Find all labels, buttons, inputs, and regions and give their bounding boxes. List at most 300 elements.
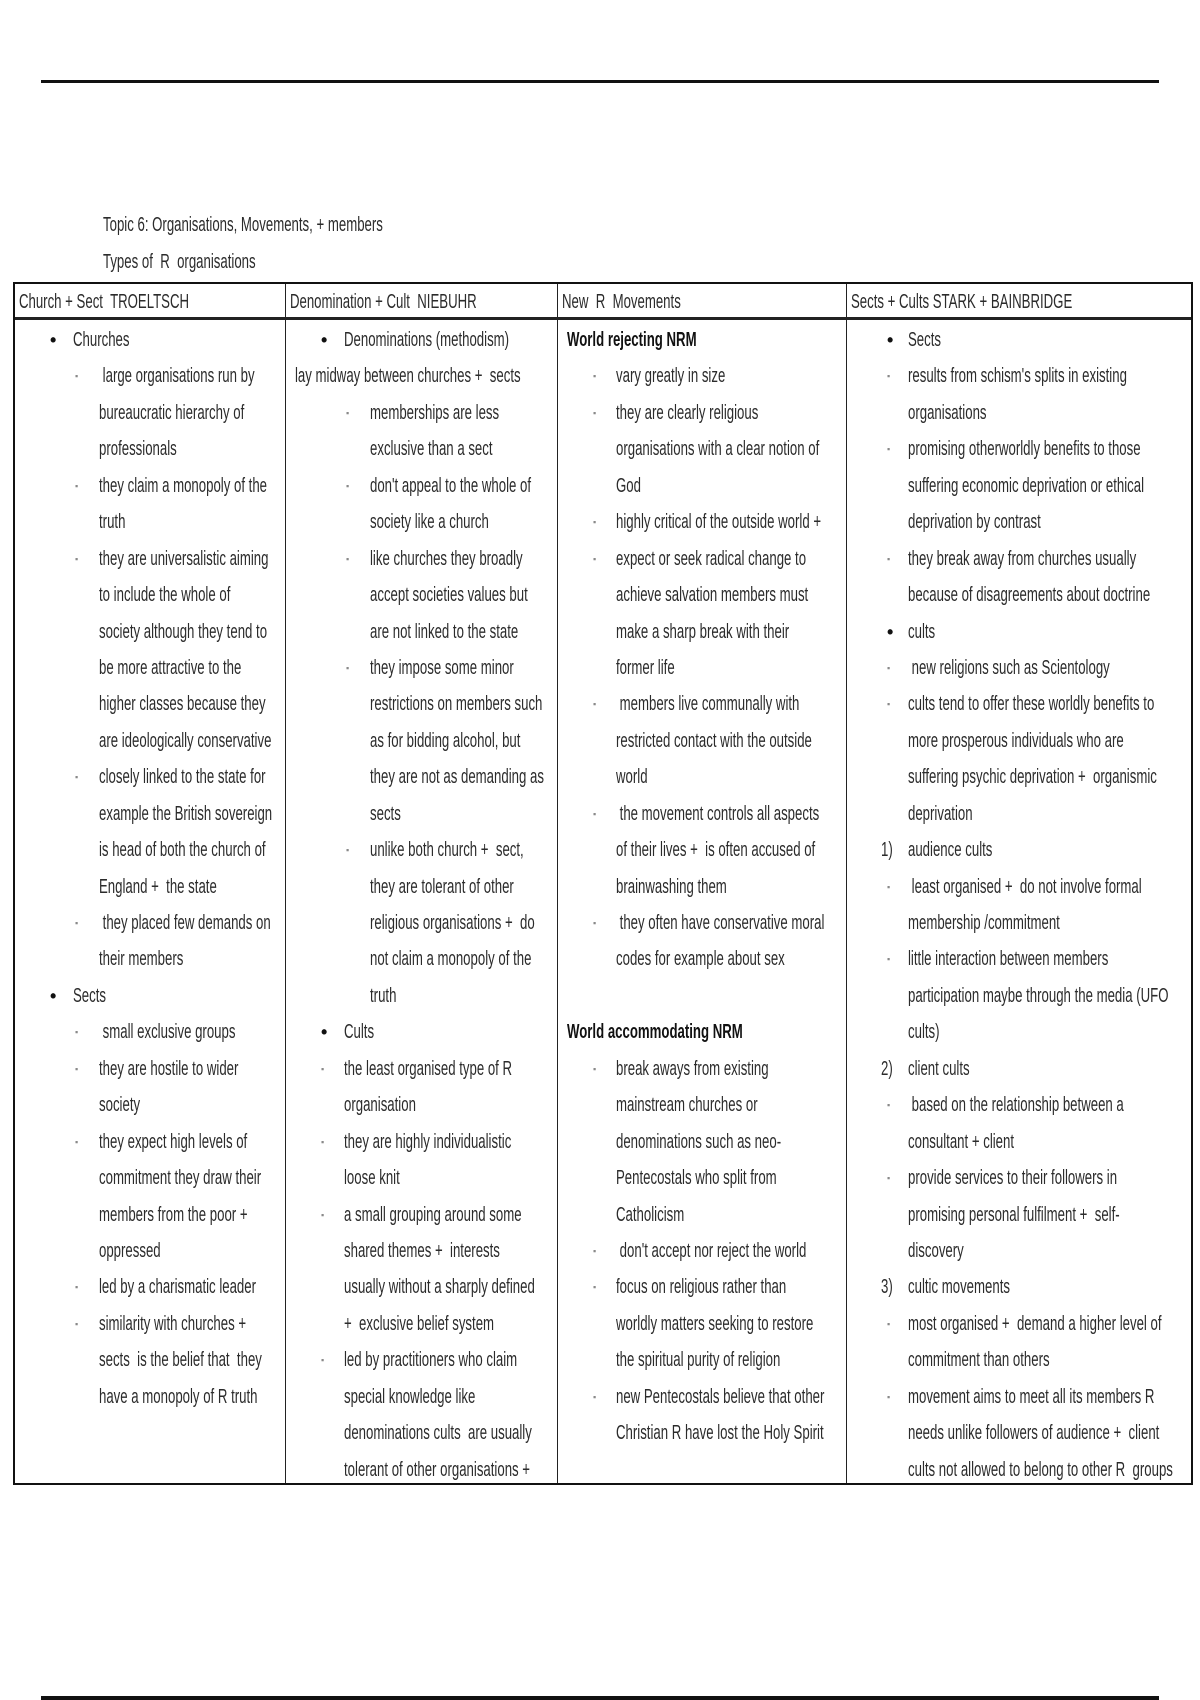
list-item-line	[15, 941, 285, 977]
list-item-line	[558, 1415, 847, 1451]
list-item-line	[286, 723, 558, 759]
list-item-line	[558, 431, 847, 467]
list-item-line	[15, 614, 285, 650]
list-item-line	[15, 1197, 285, 1233]
list-item-line	[286, 1160, 558, 1196]
list-item-line	[558, 869, 847, 905]
line-text: special knowledge like	[344, 1385, 476, 1408]
line-text-wrap	[908, 650, 1200, 688]
line-text: members from the poor +	[99, 1203, 248, 1226]
sub-bullet-icon: ▪	[887, 699, 891, 710]
line-text-wrap	[908, 686, 1200, 724]
line-text-wrap	[567, 1014, 833, 1052]
line-text-wrap	[908, 468, 1200, 506]
list-item-line	[286, 1233, 558, 1269]
line-text: society although they tend to	[99, 620, 268, 643]
list-item-line	[15, 1014, 285, 1050]
line-text: new Pentecostals believe that other	[616, 1385, 825, 1408]
line-text-wrap	[908, 322, 958, 360]
line-text-wrap	[344, 1233, 580, 1271]
list-item-line	[286, 1014, 558, 1050]
line-text: a small grouping around some	[344, 1203, 522, 1226]
line-text: results from schism's splits in existing	[908, 365, 1127, 388]
line-text: they are hostile to wider	[99, 1057, 239, 1080]
list-item-line	[558, 832, 847, 868]
line-text: organisations	[908, 401, 987, 424]
line-text-wrap	[908, 395, 1027, 433]
list-item-line	[558, 1269, 847, 1305]
line-text-wrap	[344, 1160, 429, 1198]
sub-bullet-icon: ▪	[75, 1063, 79, 1074]
line-text-wrap	[908, 723, 1200, 761]
section-heading	[558, 1014, 847, 1050]
line-text-wrap	[908, 577, 1200, 615]
line-text: loose knit	[344, 1167, 400, 1190]
line-text-wrap	[908, 1415, 1200, 1453]
line-text-wrap	[73, 978, 123, 1016]
list-number	[881, 1051, 899, 1089]
list-item-line	[15, 504, 285, 540]
list-item-line	[558, 759, 847, 795]
list-item-line	[286, 1306, 558, 1342]
line-text: denominations cults are usually	[344, 1422, 532, 1445]
list-item-line	[15, 395, 285, 431]
list-item-line	[558, 1051, 847, 1087]
sub-bullet-icon: ▪	[593, 1282, 597, 1293]
line-text: don't accept nor reject the world	[616, 1239, 807, 1262]
list-item-line	[558, 1087, 847, 1123]
line-text: + exclusive belief system	[344, 1312, 495, 1335]
list-item-line	[15, 1269, 285, 1305]
list-item-line	[15, 431, 285, 467]
line-text-wrap	[616, 1342, 865, 1380]
list-item-line	[847, 941, 1191, 977]
list-item-line	[847, 1124, 1191, 1160]
line-text: brainwashing them	[616, 875, 727, 898]
line-text-wrap	[99, 1014, 306, 1052]
line-text: provide services to their followers in	[908, 1167, 1118, 1190]
column-header-new-r-movements	[558, 284, 847, 320]
line-text: they are tolerant of other	[370, 875, 514, 898]
list-item-line	[15, 541, 285, 577]
list-item-line	[847, 1014, 1191, 1050]
line-text-wrap	[908, 1160, 1200, 1198]
line-text: World accommodating NRM	[567, 1021, 743, 1044]
sub-bullet-icon: ▪	[593, 517, 597, 528]
line-text: deprivation by contrast	[908, 511, 1041, 534]
line-text-wrap	[344, 1014, 390, 1052]
sub-bullet-icon: ▪	[887, 1391, 891, 1402]
line-text: England + the state	[99, 875, 217, 898]
column-header-denomination-cult	[286, 284, 558, 320]
line-text: cults tend to offer these worldly benefits to	[908, 693, 1155, 716]
list-item-line	[15, 1160, 285, 1196]
line-text: world	[616, 766, 648, 789]
sub-bullet-icon: ▪	[75, 480, 79, 491]
line-text-wrap	[344, 1087, 453, 1125]
list-number-text: 3)	[881, 1276, 893, 1299]
list-item-line	[286, 869, 558, 905]
sub-bullet-icon: ▪	[321, 1209, 325, 1220]
list-item-line	[15, 723, 285, 759]
line-text: tolerant of other organisations +	[344, 1458, 531, 1481]
list-item-line	[15, 1124, 285, 1160]
line-text: Cults	[344, 1021, 375, 1044]
line-text-wrap	[908, 1124, 1069, 1162]
line-text: cults)	[908, 1021, 940, 1044]
line-text: participation maybe through the media (UFO	[908, 984, 1169, 1007]
sub-bullet-icon: ▪	[321, 1063, 325, 1074]
line-text: commitment than others	[908, 1349, 1050, 1372]
line-text-wrap	[99, 869, 277, 907]
list-item-line	[286, 1342, 558, 1378]
sub-bullet-icon: ▪	[346, 845, 350, 856]
line-text: World rejecting NRM	[567, 329, 697, 351]
list-item-line	[15, 686, 285, 722]
list-item-line	[286, 1269, 558, 1305]
line-text: least organised + do not involve formal	[908, 875, 1142, 898]
line-text-wrap	[908, 1342, 1123, 1380]
list-number-text: 1)	[881, 839, 893, 862]
list-item-line	[558, 504, 847, 540]
line-text: client cults	[908, 1057, 970, 1080]
list-item-line	[15, 1233, 285, 1269]
list-item-line	[558, 468, 847, 504]
line-text-wrap	[616, 1051, 847, 1089]
line-text-wrap	[99, 1051, 310, 1089]
line-text: is head of both the church of	[99, 839, 266, 862]
list-item-line	[15, 358, 285, 394]
blank-line	[558, 978, 847, 1014]
sub-bullet-icon: ▪	[321, 1355, 325, 1366]
line-text: society	[99, 1094, 141, 1117]
sub-bullet-icon: ▪	[75, 1318, 79, 1329]
top-divider-line	[41, 80, 1159, 83]
column-church-sect	[15, 320, 285, 1483]
line-text: lay midway between churches + sects	[295, 365, 521, 388]
list-item-line	[847, 978, 1191, 1014]
list-item-line	[558, 395, 847, 431]
list-item-line	[286, 1415, 558, 1451]
list-item-line	[847, 1197, 1191, 1233]
bullet-icon: •	[321, 1022, 328, 1043]
line-text: led by practitioners who claim	[344, 1349, 518, 1372]
line-text: large organisations run by	[99, 365, 255, 388]
line-text: society like a church	[370, 511, 489, 534]
line-text-wrap	[567, 322, 763, 360]
line-text-wrap	[908, 978, 1200, 1016]
column-denomination-cult	[286, 320, 558, 1483]
line-text: God	[616, 474, 641, 497]
sub-bullet-icon: ▪	[75, 1136, 79, 1147]
list-item-line	[15, 468, 285, 504]
line-text: like churches they broadly	[370, 547, 523, 570]
line-text-wrap	[344, 1379, 543, 1417]
list-item-line	[558, 358, 847, 394]
list-number	[881, 1269, 899, 1307]
line-text: codes for example about sex	[616, 948, 785, 971]
list-item-line	[15, 978, 285, 1014]
list-item-line	[847, 869, 1191, 905]
list-item-line	[558, 577, 847, 613]
line-text-wrap	[908, 1452, 1200, 1490]
line-text-wrap	[344, 322, 594, 360]
line-text: audience cults	[908, 839, 993, 862]
sub-bullet-icon: ▪	[75, 371, 79, 382]
list-item-line	[558, 1379, 847, 1415]
line-text-wrap	[616, 941, 872, 979]
line-text: professionals	[99, 438, 177, 461]
line-text: small exclusive groups	[99, 1021, 236, 1044]
line-text-wrap	[99, 650, 315, 688]
line-text: sects is the belief that they	[99, 1349, 262, 1372]
list-item-line	[286, 431, 558, 467]
line-text-wrap	[908, 431, 1200, 469]
list-item-line	[286, 1051, 558, 1087]
line-text: cults	[908, 620, 936, 643]
list-item-line	[15, 322, 285, 358]
line-text: suffering psychic deprivation + organismic	[908, 766, 1157, 789]
column-sects-cults	[847, 320, 1191, 1483]
line-text-wrap	[616, 1087, 831, 1125]
line-text: organisation	[344, 1094, 416, 1117]
sub-bullet-icon: ▪	[75, 1027, 79, 1038]
sub-bullet-icon: ▪	[887, 1100, 891, 1111]
list-item-line	[847, 358, 1191, 394]
line-text: cultic movements	[908, 1276, 1010, 1299]
line-text: oppressed	[99, 1239, 161, 1262]
line-text: exclusive than a sect	[370, 438, 493, 461]
column-new-r-movements	[558, 320, 847, 1483]
column-header-text: New R Movements	[561, 291, 681, 313]
list-item-line	[15, 1306, 285, 1342]
topic-title-text: Topic 6: Organisations, Movements, + members	[103, 214, 383, 236]
list-item-line	[286, 759, 558, 795]
line-text: highly critical of the outside world +	[616, 511, 822, 534]
list-item-line	[286, 905, 558, 941]
line-text: Catholicism	[616, 1203, 685, 1226]
list-number	[881, 832, 899, 870]
line-text: discovery	[908, 1239, 964, 1262]
sub-bullet-icon: ▪	[887, 954, 891, 965]
line-text-wrap	[99, 504, 139, 542]
line-text: Christian R have lost the Holy Spirit	[616, 1422, 824, 1445]
line-text-wrap	[370, 796, 417, 834]
list-item-line	[847, 759, 1191, 795]
line-text: are ideologically conservative	[99, 729, 272, 752]
list-item-line	[847, 468, 1191, 504]
line-text-wrap	[99, 941, 227, 979]
sub-bullet-icon: ▪	[75, 772, 79, 783]
list-item-line	[847, 723, 1191, 759]
line-text: religious organisations + do	[370, 912, 535, 934]
sub-bullet-icon: ▪	[887, 444, 891, 455]
list-item-line	[847, 322, 1191, 358]
line-text: suffering economic deprivation or ethical	[908, 474, 1145, 497]
list-item-line	[847, 905, 1191, 941]
list-item-line	[15, 1379, 285, 1415]
line-text: based on the relationship between a	[908, 1094, 1124, 1117]
line-text: consultant + client	[908, 1130, 1015, 1153]
line-text: higher classes because they	[99, 693, 266, 716]
line-text-wrap	[616, 358, 782, 396]
line-text-wrap	[908, 1014, 956, 1052]
list-item-line	[847, 796, 1191, 832]
list-item-line	[847, 1342, 1191, 1378]
list-item-line	[847, 504, 1191, 540]
line-text-wrap	[73, 322, 159, 360]
line-text: they expect high levels of	[99, 1130, 248, 1153]
list-item-line	[847, 1051, 1191, 1087]
list-item-line	[286, 322, 558, 358]
line-text-wrap	[99, 431, 217, 469]
line-text: similarity with churches +	[99, 1312, 247, 1335]
sub-bullet-icon: ▪	[887, 662, 891, 673]
sub-bullet-icon: ▪	[593, 407, 597, 418]
list-item-line	[15, 1051, 285, 1087]
line-text-wrap	[908, 358, 1200, 396]
line-text: commitment they draw their	[99, 1167, 262, 1190]
list-item-line	[847, 686, 1191, 722]
list-item-line	[847, 1160, 1191, 1196]
line-text-wrap	[370, 431, 556, 469]
line-text: former life	[616, 656, 675, 679]
list-item-line	[558, 941, 847, 977]
list-item-line	[558, 723, 847, 759]
line-text: Sects	[908, 329, 942, 351]
list-item-line	[286, 504, 558, 540]
line-text-wrap	[908, 796, 1006, 834]
sub-bullet-icon: ▪	[75, 918, 79, 928]
bullet-icon: •	[50, 330, 57, 350]
section-subtitle	[103, 244, 334, 280]
column-header-sects-cults	[847, 284, 1191, 320]
line-text-wrap	[370, 978, 410, 1016]
sub-bullet-icon: ▪	[593, 1391, 597, 1402]
list-item-line	[286, 1087, 558, 1123]
list-item-line	[558, 686, 847, 722]
list-item-line	[558, 614, 847, 650]
list-item-line	[847, 1379, 1191, 1415]
sub-bullet-icon: ▪	[887, 371, 891, 382]
line-text: as for bidding alcohol, but	[370, 729, 521, 752]
line-text: they impose some minor	[370, 656, 514, 679]
line-text: needs unlike followers of audience + client	[908, 1422, 1160, 1445]
list-item-line	[558, 796, 847, 832]
line-text-wrap	[908, 759, 1200, 797]
line-text: break aways from existing	[616, 1057, 769, 1080]
list-item-line	[286, 358, 558, 394]
line-text-wrap	[99, 1087, 161, 1125]
line-text: they are universalistic aiming	[99, 547, 269, 570]
line-text: they often have conservative moral	[616, 912, 825, 934]
line-text: not claim a monopoly of the	[370, 948, 532, 971]
line-text: Denominations (methodism)	[344, 329, 510, 351]
line-text-wrap	[616, 869, 784, 907]
line-text-wrap	[99, 1233, 192, 1271]
line-text-wrap	[616, 1269, 874, 1307]
line-text-wrap	[908, 1051, 1001, 1089]
list-item-line	[286, 650, 558, 686]
sub-bullet-icon: ▪	[593, 1245, 597, 1256]
line-text: the least organised type of R	[344, 1057, 513, 1080]
line-text: closely linked to the state for	[99, 766, 266, 789]
line-text: don't appeal to the whole of	[370, 474, 532, 497]
line-text-wrap	[908, 1087, 1200, 1125]
line-text: deprivation	[908, 802, 973, 825]
line-text-wrap	[370, 869, 588, 907]
list-item-line	[286, 1379, 558, 1415]
line-text-wrap	[99, 577, 298, 615]
line-text: because of disagreements about doctrine	[908, 584, 1151, 607]
sub-bullet-icon: ▪	[75, 1282, 79, 1293]
list-item-line	[558, 1233, 847, 1269]
list-item-line	[286, 395, 558, 431]
line-text-wrap	[908, 869, 1200, 907]
line-text: truth	[99, 511, 126, 534]
list-item-line	[847, 1415, 1191, 1451]
line-text: worldly matters seeking to restore	[616, 1312, 814, 1335]
line-text: they are not as demanding as	[370, 766, 544, 789]
list-item-line	[15, 796, 285, 832]
list-item-line	[558, 1124, 847, 1160]
list-item-line	[847, 614, 1191, 650]
list-item-line	[558, 650, 847, 686]
line-text: cults not allowed to belong to other R groups	[908, 1458, 1173, 1481]
sub-bullet-icon: ▪	[593, 699, 597, 710]
list-item-line	[286, 614, 558, 650]
list-item-line	[847, 577, 1191, 613]
line-text: restrictions on members such	[370, 693, 543, 716]
sub-bullet-icon: ▪	[346, 480, 350, 491]
line-text-wrap	[344, 1306, 571, 1344]
list-item-line	[15, 1342, 285, 1378]
list-item-line	[847, 1233, 1191, 1269]
topic-title	[103, 207, 527, 243]
list-item-line	[558, 905, 847, 941]
line-text: the spiritual purity of religion	[616, 1349, 781, 1372]
line-text: Churches	[73, 329, 130, 351]
column-header-text: Church + Sect TROELTSCH	[18, 291, 190, 313]
line-text-wrap	[908, 504, 1109, 542]
line-text: led by a charismatic leader	[99, 1276, 257, 1299]
list-item-line	[286, 941, 558, 977]
line-text-wrap	[908, 1197, 1200, 1235]
line-text: promising otherworldly benefits to those	[908, 438, 1141, 461]
line-text-wrap	[908, 614, 949, 652]
line-text: Pentecostals who split from	[616, 1167, 777, 1190]
sub-bullet-icon: ▪	[887, 881, 891, 892]
line-text: mainstream churches or	[616, 1094, 758, 1117]
sub-bullet-icon: ▪	[593, 918, 597, 928]
line-text-wrap	[908, 832, 1036, 870]
line-text: sects	[370, 802, 401, 825]
line-text: shared themes + interests	[344, 1239, 500, 1262]
sub-bullet-icon: ▪	[593, 553, 597, 564]
list-item-line	[15, 650, 285, 686]
line-text-wrap	[616, 650, 705, 688]
sub-bullet-icon: ▪	[346, 407, 350, 418]
list-item-line	[15, 832, 285, 868]
line-text: they break away from churches usually	[908, 547, 1137, 570]
column-header-text: Denomination + Cult NIEBUHR	[289, 291, 477, 313]
list-item-line	[847, 1306, 1191, 1342]
sub-bullet-icon: ▪	[75, 553, 79, 564]
list-item-line	[286, 577, 558, 613]
bottom-divider-line	[41, 1696, 1159, 1700]
line-text: unlike both church + sect,	[370, 839, 524, 862]
list-item-line	[286, 796, 558, 832]
